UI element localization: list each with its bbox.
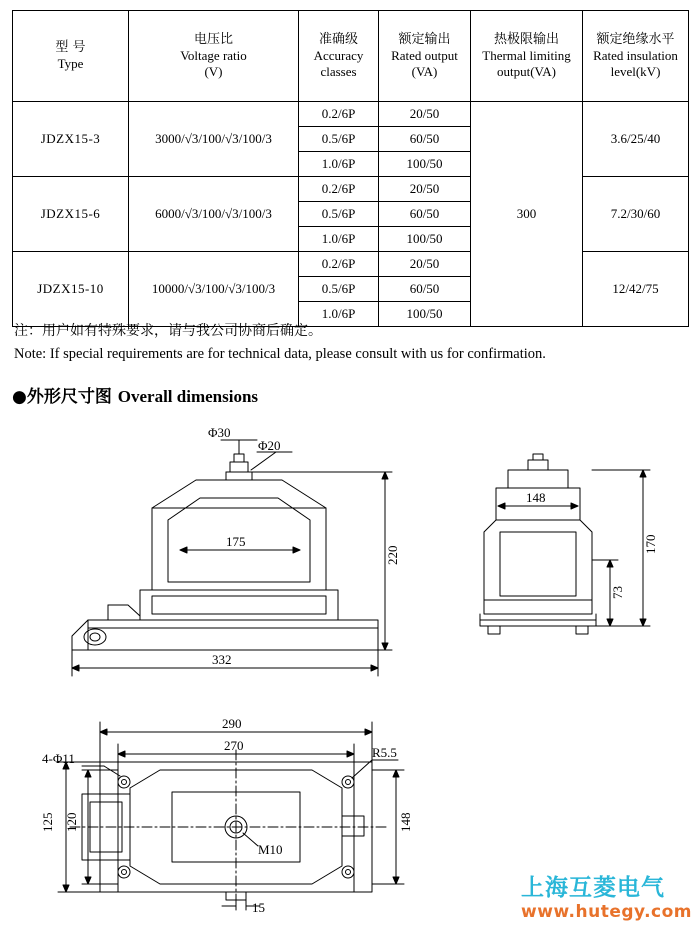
cell-insulation: 3.6/25/40 — [583, 102, 689, 177]
section-title-cn: 外形尺寸图 — [26, 387, 112, 407]
cell-voltage-ratio: 10000/√3/100/√3/100/3 — [129, 252, 299, 327]
side-view — [480, 454, 596, 634]
header-rated-insulation-level: 额定绝缘水平 Rated insulation level(kV) — [583, 11, 689, 102]
header-thermal-limiting-output: 热极限输出 Thermal limiting output(VA) — [471, 11, 583, 102]
cell-output: 20/50 — [379, 252, 471, 277]
cell-output: 100/50 — [379, 152, 471, 177]
watermark-company: 上海互菱电气 — [521, 875, 666, 901]
cell-thermal-limiting: 300 — [471, 102, 583, 327]
label-plan-width: 148 — [398, 812, 413, 832]
label-front-width-overall: 332 — [212, 652, 232, 667]
label-plan-radius: R5.5 — [372, 745, 397, 760]
dim-170 — [592, 470, 650, 626]
cell-accuracy: 1.0/6P — [299, 152, 379, 177]
cell-output: 100/50 — [379, 227, 471, 252]
label-side-base-height: 73 — [610, 586, 625, 599]
leader-m10 — [243, 833, 258, 846]
front-view-leaders — [221, 440, 292, 470]
cell-insulation: 12/42/75 — [583, 252, 689, 327]
overall-dimension-drawings — [0, 410, 700, 920]
cell-type: JDZX15-6 — [13, 177, 129, 252]
cell-type: JDZX15-3 — [13, 102, 129, 177]
cell-output: 20/50 — [379, 177, 471, 202]
dim-220 — [248, 472, 392, 650]
label-side-width: 148 — [526, 490, 546, 505]
cell-insulation: 7.2/30/60 — [583, 177, 689, 252]
cell-output: 100/50 — [379, 302, 471, 327]
label-plan-thread: M10 — [258, 842, 283, 857]
header-voltage-ratio: 电压比 Voltage ratio (V) — [129, 11, 299, 102]
label-front-height: 220 — [385, 545, 400, 565]
cell-accuracy: 0.2/6P — [299, 177, 379, 202]
label-plan-tab: 15 — [252, 900, 265, 915]
label-side-height: 170 — [643, 534, 658, 554]
label-phi20: Φ20 — [258, 438, 281, 453]
section-title — [12, 382, 258, 407]
label-front-width-inner: 175 — [226, 534, 246, 549]
section-title-en: Overall dimensions — [117, 387, 259, 406]
cell-voltage-ratio: 6000/√3/100/√3/100/3 — [129, 177, 299, 252]
cell-output: 60/50 — [379, 277, 471, 302]
table-header-row — [13, 11, 689, 102]
cell-accuracy: 0.2/6P — [299, 252, 379, 277]
cell-accuracy: 1.0/6P — [299, 227, 379, 252]
cell-accuracy: 1.0/6P — [299, 302, 379, 327]
table-row — [13, 252, 689, 277]
front-view — [72, 454, 378, 650]
cell-accuracy: 0.5/6P — [299, 127, 379, 152]
header-accuracy-classes: 准确级 Accuracy classes — [299, 11, 379, 102]
label-phi30: Φ30 — [208, 425, 231, 440]
cell-output: 60/50 — [379, 202, 471, 227]
note-chinese: 注：用户如有特殊要求，请与我公司协商后确定。 — [14, 323, 322, 339]
header-type: 型 号 Type — [13, 11, 129, 102]
cell-voltage-ratio: 3000/√3/100/√3/100/3 — [129, 102, 299, 177]
plan-view — [70, 750, 386, 906]
cell-output: 20/50 — [379, 102, 471, 127]
watermark — [521, 869, 692, 922]
label-plan-depth-outer: 125 — [40, 812, 55, 832]
note-english: Note: If special requirements are for technical data, please consult with us for confirmation. — [14, 346, 546, 362]
table-row — [13, 177, 689, 202]
cell-accuracy: 0.5/6P — [299, 202, 379, 227]
cell-accuracy: 0.2/6P — [299, 102, 379, 127]
watermark-url: www.hutegy.com — [521, 902, 692, 922]
cell-type: JDZX15-10 — [13, 252, 129, 327]
header-rated-output: 额定输出 Rated output (VA) — [379, 11, 471, 102]
label-plan-inner-length: 270 — [224, 738, 244, 753]
label-plan-overall-length: 290 — [222, 716, 242, 731]
specification-table — [12, 10, 689, 327]
cell-accuracy: 0.5/6P — [299, 277, 379, 302]
table-row — [13, 102, 689, 127]
label-plan-holes: 4-Φ11 — [42, 751, 75, 766]
cell-output: 60/50 — [379, 127, 471, 152]
label-plan-depth-inner: 120 — [64, 812, 79, 832]
bullet-icon: ● — [12, 387, 27, 407]
leader-r55 — [352, 760, 398, 778]
drawing-svg — [0, 410, 700, 920]
